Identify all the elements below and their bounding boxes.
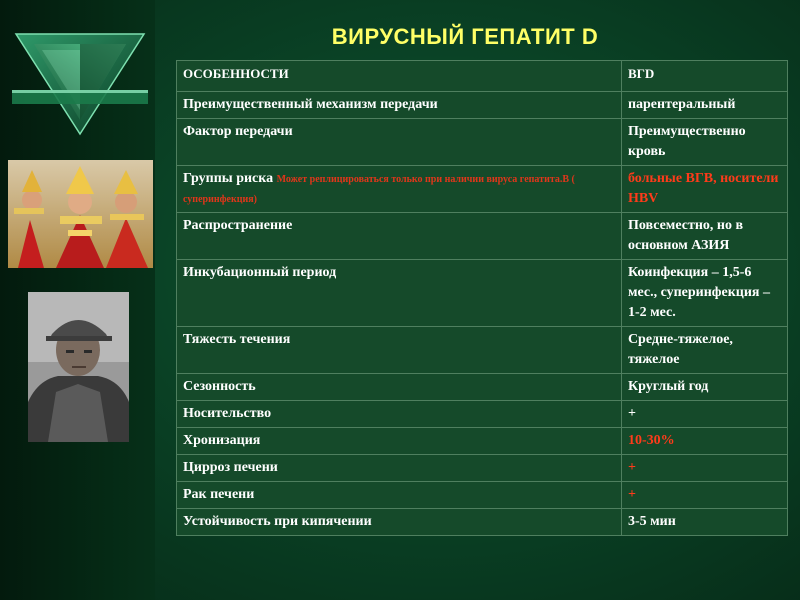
value-cell: Преимущественно кровь [621,119,787,166]
feature-cell [177,213,622,260]
value-cell: больные ВГВ, носители НВV [621,166,787,213]
portrait-photo [28,292,129,442]
table-row [177,166,788,213]
table-row [177,92,788,119]
table-row [177,482,788,509]
table-row [177,455,788,482]
dancers-photo [8,160,153,268]
table-row [177,260,788,327]
feature-label: Цирроз печени [183,460,278,475]
feature-cell [177,509,622,536]
value-cell: 3-5 мин [621,509,787,536]
value-cell: 10-30% [621,428,787,455]
feature-label: Преимущественный механизм передачи [183,97,438,112]
feature-cell [177,455,622,482]
feature-label: Тяжесть течения [183,332,291,347]
feature-label: Группы риска [183,171,274,186]
feature-cell [177,401,622,428]
value-cell: Круглый год [621,374,787,401]
table-header-row [177,61,788,92]
feature-cell [177,428,622,455]
feature-label: Инкубационный период [183,265,337,280]
feature-label: Устойчивость при кипячении [183,514,372,529]
feature-cell [177,166,622,213]
feature-label: Фактор передачи [183,124,293,139]
feature-note: Может реплицироваться только при наличии вируса гепатита.В ( суперинфекция) [183,174,575,205]
value-cell: парентеральный [621,92,787,119]
table-row [177,327,788,374]
feature-label: Носительство [183,406,272,421]
feature-cell [177,119,622,166]
header-virus: ВГD [621,61,787,92]
value-cell: + [621,455,787,482]
feature-label: Хронизация [183,433,261,448]
value-cell: + [621,401,787,428]
value-cell: Повсеместно, но в основном АЗИЯ [621,213,787,260]
feature-label: Сезонность [183,379,256,394]
value-cell: Средне-тяжелое, тяжелое [621,327,787,374]
triangle-logo-icon [12,30,148,138]
feature-cell [177,327,622,374]
value-cell: Коинфекция – 1,5-6 мес., суперинфекция – 1-2 мес. [621,260,787,327]
table-row [177,374,788,401]
value-cell: + [621,482,787,509]
table-row [177,428,788,455]
feature-cell [177,92,622,119]
feature-cell [177,374,622,401]
table-row [177,401,788,428]
feature-cell [177,482,622,509]
header-features: ОСОБЕННОСТИ [177,61,622,92]
slide-title: ВИРУСНЫЙ ГЕПАТИТ D [331,24,599,49]
table-row [177,119,788,166]
table-row [177,213,788,260]
hepatitis-d-table [176,60,788,536]
feature-label: Распространение [183,218,293,233]
table-row [177,509,788,536]
feature-label: Рак печени [183,487,255,502]
feature-cell [177,260,622,327]
